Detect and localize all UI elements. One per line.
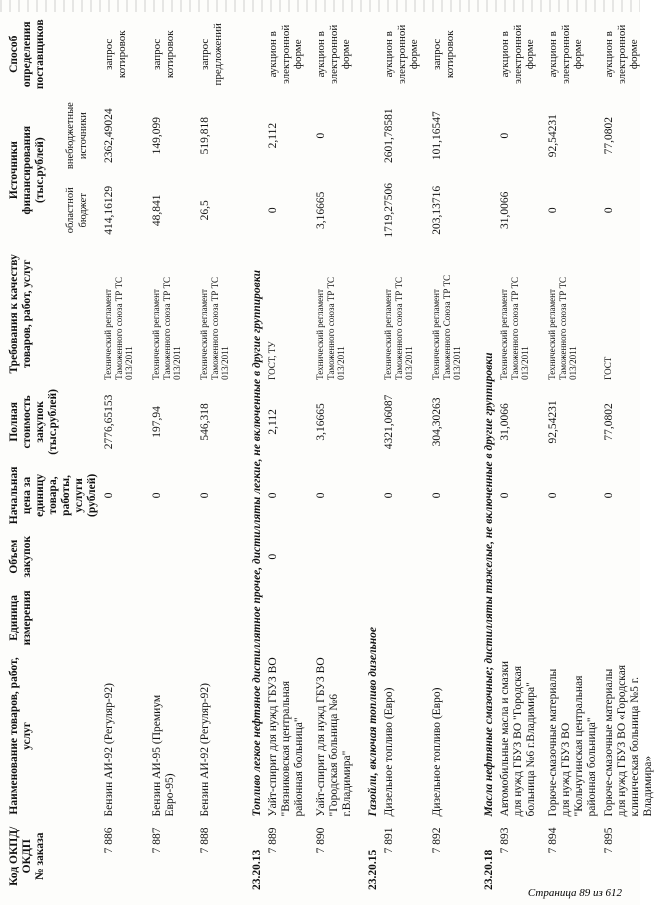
item-name: Автомобильные масла и смазки для нужд ГБУЗ ВО "Городская больница №6 г.Владимира" bbox=[499, 660, 537, 817]
item-name: Уайт-спирит для нужд ГБУЗ ВО "Городская больница №6 г.Владимира" bbox=[315, 657, 353, 817]
total-cost: 92,54231 bbox=[547, 400, 559, 444]
unit-price: 0 bbox=[499, 492, 511, 499]
header-extrabudget: внебюджетные источники bbox=[64, 102, 89, 170]
total-cost: 77,0802 bbox=[603, 403, 615, 441]
header-code bbox=[6, 819, 101, 893]
unit-cell bbox=[601, 583, 657, 652]
unit-price: 0 bbox=[267, 492, 279, 499]
regional-budget: 1719,27506 bbox=[383, 182, 395, 238]
procurement-method: аукцион в электронной форме bbox=[603, 24, 640, 84]
order-code: 7 894 bbox=[547, 827, 559, 854]
procurement-method: запрос котировок bbox=[431, 30, 456, 79]
extrabudget: 149,099 bbox=[151, 116, 163, 155]
table-row bbox=[313, 13, 361, 893]
group-title: Масла нефтяные смазочные; дистилляты тяжелые, не включенные в другие группировки bbox=[483, 352, 495, 817]
unit-cell bbox=[313, 583, 361, 652]
item-name: Горюче-смазочные материалы для нужд ГБУЗ ВО «Городская клиническая больница №5 г. Владимира» bbox=[603, 664, 654, 817]
order-code: 7 889 bbox=[267, 827, 279, 854]
volume-cell: 0 bbox=[267, 553, 279, 560]
extrabudget: 92,54231 bbox=[547, 114, 559, 158]
header-unit: Единица измерения bbox=[8, 590, 33, 646]
header-regional: областной бюджет bbox=[64, 187, 89, 234]
procurement-method: запрос котировок bbox=[103, 30, 128, 79]
quality-requirement: Технический регламент Таможенного союза ТР ТС 013/2011 bbox=[151, 276, 182, 380]
unit-cell bbox=[149, 583, 197, 652]
total-cost: 546,318 bbox=[199, 403, 211, 441]
quality-requirement: Технический регламент Таможенного союза ТР ТС 013/2011 bbox=[547, 276, 578, 380]
unit-price: 0 bbox=[103, 492, 115, 499]
unit-price: 0 bbox=[431, 492, 443, 499]
item-name: Дизельное топливо (Евро) bbox=[431, 687, 443, 817]
order-code: 7 888 bbox=[199, 827, 211, 854]
procurement-method: аукцион в электронной форме bbox=[383, 24, 420, 84]
volume-cell bbox=[313, 530, 361, 583]
unit-price: 0 bbox=[603, 492, 615, 499]
total-cost: 4321,06087 bbox=[383, 394, 395, 450]
item-name: Бензин АИ-92 (Регуляр-92) bbox=[103, 683, 115, 817]
volume-cell bbox=[601, 530, 657, 583]
page-number: Страница 89 из 612 bbox=[527, 887, 622, 899]
unit-price: 0 bbox=[151, 492, 163, 499]
group-code: 23.20.15 bbox=[367, 849, 379, 890]
table-row bbox=[149, 13, 197, 893]
table-row bbox=[601, 13, 657, 893]
volume-cell bbox=[149, 530, 197, 583]
quality-requirement: Технический регламент Таможенного союза ТР ТС 013/2011 bbox=[199, 276, 230, 380]
volume-cell bbox=[197, 530, 245, 583]
header-order-label: № заказа bbox=[34, 832, 46, 880]
total-cost: 197,94 bbox=[151, 406, 163, 438]
order-code: 7 886 bbox=[103, 827, 115, 854]
regional-budget: 3,16665 bbox=[315, 191, 327, 229]
table-row bbox=[429, 13, 477, 893]
unit-price: 0 bbox=[199, 492, 211, 499]
procurement-method: запрос предложений bbox=[199, 23, 224, 86]
header-quality: Требования к качеству товаров, работ, услуг bbox=[8, 254, 33, 374]
item-name: Бензин АИ-92 (Регуляр-92) bbox=[199, 683, 211, 817]
header-volume: Объем закупок bbox=[8, 535, 33, 578]
item-name: Бензин АИ-95 (Премиум Евро-95) bbox=[151, 694, 176, 817]
quality-requirement: ГОСТ, ТУ bbox=[267, 341, 277, 380]
unit-cell bbox=[101, 583, 149, 652]
regional-budget: 0 bbox=[267, 207, 279, 214]
extrabudget: 101,16547 bbox=[431, 111, 443, 161]
unit-price: 0 bbox=[315, 492, 327, 499]
item-name: Дизельное топливо (Евро) bbox=[383, 687, 395, 817]
group-title: Газойли, включая топливо дизельное bbox=[367, 626, 379, 817]
procurement-method: аукцион в электронной форме bbox=[547, 24, 584, 84]
quality-requirement: Технический регламент Таможенного союза ТР ТС 013/2011 bbox=[499, 276, 530, 380]
quality-requirement: ГОСТ bbox=[603, 356, 613, 380]
total-cost: 31,0066 bbox=[499, 403, 511, 441]
unit-price: 0 bbox=[547, 492, 559, 499]
procurement-method: аукцион в электронной форме bbox=[315, 24, 352, 84]
group-row bbox=[361, 13, 381, 893]
total-cost: 2,112 bbox=[267, 409, 279, 435]
volume-cell bbox=[381, 530, 429, 583]
extrabudget: 2362,49024 bbox=[103, 108, 115, 163]
group-title: Топливо легкое нефтяное дистиллятное прочее, дистилляты легкие, не включенные в другие группировки bbox=[251, 269, 263, 817]
table-row bbox=[497, 13, 545, 893]
unit-cell bbox=[265, 583, 313, 652]
procurement-table bbox=[6, 13, 657, 893]
item-name: Уайт-спирит для нужд ГБУЗ ВО "Вязниковская центральная районная больница" bbox=[267, 657, 305, 817]
extrabudget: 2,112 bbox=[267, 122, 279, 149]
item-name: Горюче-смазочные материалы для нужд ГБУЗ ВО "Кольчугинская центральная районная больница" bbox=[547, 668, 598, 817]
regional-budget: 0 bbox=[603, 207, 615, 214]
table-row bbox=[197, 13, 245, 893]
unit-cell bbox=[545, 583, 601, 652]
volume-cell bbox=[101, 530, 149, 583]
order-code: 7 891 bbox=[383, 827, 395, 854]
header-name: Наименование товаров, работ, услуг bbox=[8, 657, 33, 815]
unit-price: 0 bbox=[383, 492, 395, 499]
procurement-method: запрос котировок bbox=[151, 30, 176, 79]
header-code-label: Код ОКПД/ ОКДП bbox=[8, 826, 33, 886]
extrabudget: 0 bbox=[499, 132, 511, 139]
quality-requirement: Технический регламент Таможенного Союза ТР ТС 013/2011 bbox=[431, 274, 462, 380]
unit-cell bbox=[497, 583, 545, 652]
extrabudget: 0 bbox=[315, 132, 327, 139]
regional-budget: 26,5 bbox=[199, 200, 211, 221]
unit-cell bbox=[429, 583, 477, 652]
group-code: 23.20.13 bbox=[251, 849, 263, 890]
extrabudget: 519,818 bbox=[199, 116, 211, 155]
table-body bbox=[101, 13, 657, 893]
procurement-method: аукцион в электронной форме bbox=[267, 24, 304, 84]
group-code: 23.20.18 bbox=[483, 849, 495, 890]
quality-requirement: Технический регламент Таможенного союза ТР ТС 013/2011 bbox=[315, 276, 346, 380]
unit-cell bbox=[381, 583, 429, 652]
quality-requirement: Технический регламент Таможенного союза ТР ТС 013/2011 bbox=[103, 276, 134, 380]
header-sources: Источники финансирования (тыс.рублей) bbox=[8, 125, 46, 215]
header-row bbox=[6, 13, 62, 893]
volume-cell bbox=[429, 530, 477, 583]
regional-budget: 0 bbox=[547, 207, 559, 214]
total-cost: 3,16665 bbox=[315, 403, 327, 441]
group-row bbox=[245, 13, 265, 893]
regional-budget: 48,841 bbox=[151, 194, 163, 227]
extrabudget: 2601,78581 bbox=[383, 108, 395, 163]
total-cost: 2776,65153 bbox=[103, 394, 115, 450]
order-code: 7 895 bbox=[603, 827, 615, 854]
volume-cell bbox=[545, 530, 601, 583]
extrabudget: 77,0802 bbox=[603, 116, 615, 155]
order-code: 7 893 bbox=[499, 827, 511, 854]
table-row bbox=[265, 13, 313, 893]
quality-requirement: Технический регламент Таможенного союза ТР ТС 013/2011 bbox=[383, 276, 414, 380]
table-row bbox=[381, 13, 429, 893]
order-code: 7 892 bbox=[431, 827, 443, 854]
total-cost: 304,30263 bbox=[431, 397, 443, 447]
volume-cell bbox=[497, 530, 545, 583]
regional-budget: 31,0066 bbox=[499, 191, 511, 229]
header-price: Начальная цена за единицу товара, работы, услуги (рублей) bbox=[8, 466, 98, 525]
order-code: 7 887 bbox=[151, 827, 163, 854]
procurement-method: аукцион в электронной форме bbox=[499, 24, 536, 84]
table-row bbox=[545, 13, 601, 893]
header-total: Полная стоимость закупок (тыс.рублей) bbox=[8, 389, 59, 455]
group-row bbox=[477, 13, 497, 893]
regional-budget: 203,13716 bbox=[431, 185, 443, 235]
header-method: Способ определения поставщиков bbox=[8, 19, 46, 90]
unit-cell bbox=[197, 583, 245, 652]
order-code: 7 890 bbox=[315, 827, 327, 854]
regional-budget: 414,16129 bbox=[103, 185, 115, 235]
table-row bbox=[101, 13, 149, 893]
